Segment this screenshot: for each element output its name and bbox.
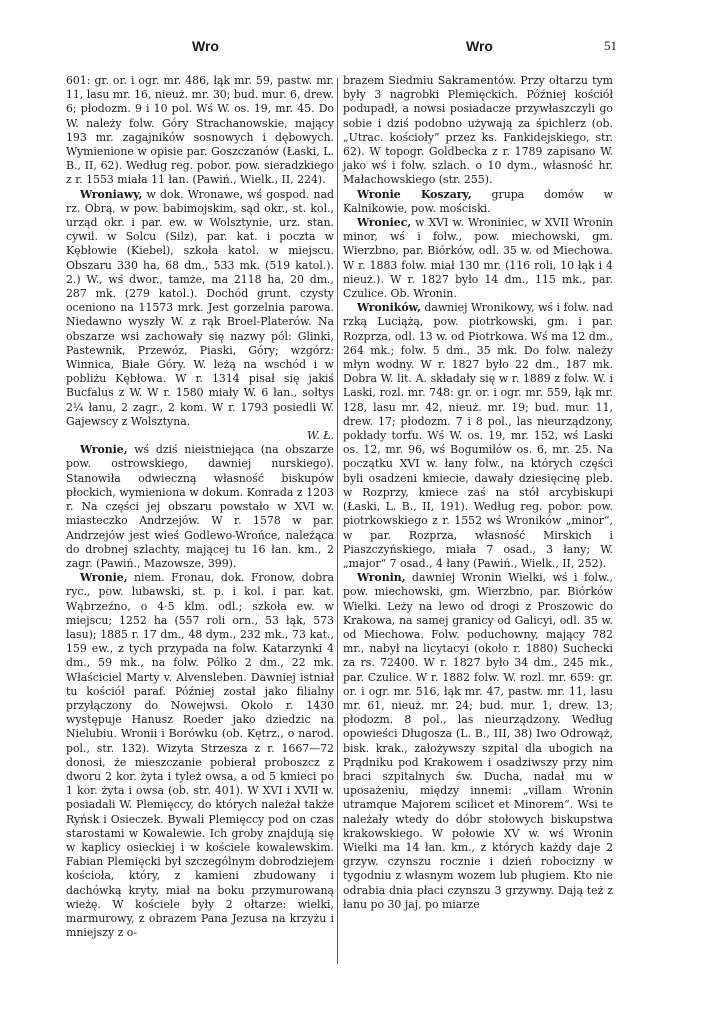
entry-paragraph	[343, 216, 613, 301]
entry-text: dawniej Wronikowy, wś i folw. nad rzką Luciążą, pow. piotrkowski, gm. i par. Rozprza, odl. 13 w. od Piotrkowa. Wś ma 12 dm., 264 mk.; folw. 5 dm., 35 mk. Do folw. należy młyn wodny. W r. 1827 było 22 dm., 187 mk. Dobra W. lit. A. składały się w r. 1889 z folw. W. i Laski, rozl. mr. 748: gr. or. i ogr. mr. 559, łąk mr. 128, lasu mr. 42, nieuż. mr. 19; bud. mur. 11, drew. 17; płodozm. 7 i 8 pol., las nieurządzony, pokłady torfu. Wś W. os. 19, mr. 152, wś Laski os. 12, mr. 96, wś Bogumiłów os. 6, mr. 25. Na początku XVI w. łany folw., na których części byli osadzeni kmiecie, dawały dziesięcinę pleb. w Rozprzy, kmiece zaś na stół arcybiskupi (Łaski, L. B., II, 191). Według reg. pobor. pow. piotrkowskiego z r. 1552 wś Wroników „minor“, w par. Rozprza, własność Mirskich i Piaszczyńskiego, miała 7 osad., 3 łany; W. „major“ 7 osad., 4 łany (Pawiń., Wielk., II, 252).	[343, 301, 613, 570]
entry-paragraph	[66, 74, 334, 188]
column-divider	[337, 78, 338, 964]
entry-paragraph	[66, 571, 334, 940]
entry-text: brazem Siedmiu Sakramentów. Przy ołtarzu tym były 3 nagrobki Plemięckich. Później kościół podupadł, a nowsi posiadacze przywłaszczyli go sobie i dziś podobno używają za śpichlerz (ob. „Utrac. kościoły“ przez ks. Fankidejskiego, str. 62). W topogr. Goldbecka z r. 1789 zapisano W. jako wś i folw. szlach. o 10 dym., własność hr. Małachowskiego (str. 255).	[343, 74, 613, 187]
entry-text: niem. Fronau, dok. Fronow, dobra ryc., pow. lubawski, st. p. i kol. i par. kat. Wąbrzeźno, o 4·5 klm. odl.; szkoła ew. w miejscu; 1252 ha (557 roli orn., 53 łąk, 573 lasu); 1885 r. 17 dm., 48 dym., 232 mk., 73 kat., 159 ew., z tych przypada na folw. Katarzynki 4 dm., 59 mk., na folw. Pólko 2 dm., 22 mk. Właściciel Marty v. Alvensleben. Dawniej istniał tu kościół paraf. Później został jako filialny przyłączony do Nowejwsi. Około r. 1430 występuje Hanusz Roeder jako dziedzic na Nielubiu. Wronii i Borówku (ob. Kętrz., o narod. pol., str. 132). Wizyta Strzesza z r. 1667—72 donosi, że mieszczanie pobierał proboszcz z dworu 2 kor. żyta i tyleż owsa, a od 5 kmieci po 1 kor. żyta i owsa (ob. str. 401). W XVI i XVII w. posiadali W. Plemięccy, do których należał także Ryńsk i Osieczek. Bywali Plemięccy pod on czas starostami w Kowalewie. Ich groby znajdują się w kaplicy osieckiej i w kościele kowalewskim. Fabian Plemięcki był szczególnym dobrodziejem kościoła, który, z kamieni zbudowany i dachówką kryty, miał na boku przymurowaną wieżę. W kościele były 2 ołtarze: wielki, marmurowy, z obrazem Pana Jezusa na krzyżu i mniejszy z o-	[66, 571, 334, 940]
entry-paragraph	[66, 443, 334, 571]
entry-paragraph	[343, 301, 613, 571]
entry-text: 601: gr. or. i ogr. mr. 486, łąk mr. 59, pastw. mr. 11, lasu mr. 16, nieuż. mr. 30; bud. mur. 6, drew. 6; płodozm. 9 i 10 pol. Wś W. os. 19, mr. 45. Do W. należy folw. Góry Strachanowskie, mający 193 mr. zagajników sosnowych i dębowych. Wymienione w opisie par. Goszczanów (Łaski, L. B., II, 62). Według reg. pobor. pow. sieradzkiego z r. 1553 miała 11 łan. (Pawiń., Wielk., II, 224).	[66, 74, 334, 187]
running-header	[0, 38, 720, 60]
entry-text: w dok. Wronawe, wś gospod. nad rz. Obrą, w pow. babimojskim, sąd okr., st. kol., urząd okr. i par. ew. w Wolsztynie, urz. stan. cywil. w Solcu (Silz), par. kat. i poczta w Kębłowie (Kiebel), szkoła katol. w miejscu. Obszaru 330 ha, 68 dm., 533 mk. (519 katol.). 2.) W., wś dwor., tamże, ma 2118 ha, 20 dm., 287 mk. (279 katol.). Dochód grunt. czysty oceniono na 11573 mrk. Jest gorzelnia parowa. Niedawno wyszły W. z rąk Broel-Platerów. Na obszarze wsi zachowały się nazwy pól: Glinki, Pastewnik, Przewóz, Piaski, Góry; wzgórz: Winnica, Białe Góry. W. leżą na wschód i w pobliżu Kębłowa. W r. 1314 pisał się jakiś Bucfalus z W. W r. 1580 miały W. 6 łan., sołtys 2¼ łanu, 2 zagr., 2 kom. W r. 1793 posiedli W. Gajewscy z Wolsztyna.	[66, 187, 334, 428]
entry-headword: Wroniec,	[357, 216, 412, 230]
page-number: 51	[604, 38, 617, 53]
entry-headword: Wronie Koszary,	[357, 187, 472, 201]
entry-text: dawniej Wronin Wielki, wś i folw., pow. miechowski, gm. Wierzbno, par. Biórków Wielki. Leży na lewo od drogi z Proszowic do Krakowa, na samej granicy od Galicyi, odl. 35 w. od Miechowa. Folw. poduchowny, mający 782 mr., nabył na licytacyi (około r. 1880) Suchecki za rs. 72400. W r. 1827 było 34 dm., 245 mk., par. Czulice. W r. 1882 folw. W. rozl. mr. 659: gr. or. i ogr. mr. 516, łąk mr. 47, pastw. mr. 11, lasu mr. 61, nieuż. mr. 24; bud. mur. 1, drew. 13; płodozm. 8 pol., las nieurządzony. Według opowieści Długosza (L. B., III, 38) Iwo Odrowąż, bisk. krak., założywszy szpital dla ubogich na Prądniku pod Krakowem i osadziwszy przy nim braci szpitalnych św. Ducha, nadał mu w uposażeniu, między innemi: „villam Wronin utramque Majorem scilicet et Minorem“. Wsi te należały wtedy do dóbr stołowych biskupstwa krakowskiego. W połowie XV w. wś Wronin Wielki ma 14 łan. km., z których każdy daje 2 grzyw. czynszu rocznie i dzień robocizny w tygodniu z własnym wozem lub pługiem. Kto nie odrabia dnia płaci czynszu 3 grzywny. Dają też z łanu po 30 jaj, po miarze	[343, 571, 613, 911]
right-column	[343, 74, 613, 912]
entry-paragraph	[343, 74, 613, 188]
left-running-head: Wro	[192, 38, 219, 54]
entry-headword: Wroników,	[357, 301, 421, 315]
entry-headword: Wronie,	[80, 443, 128, 457]
author-signature: W. Ł.	[307, 429, 334, 443]
left-column	[66, 74, 334, 940]
entry-paragraph	[66, 188, 334, 444]
entry-headword: Wroniawy,	[80, 187, 143, 201]
entry-text: grupa domów w Kalnikowie, pow. mościski.	[343, 187, 613, 215]
right-running-head: Wro	[466, 38, 493, 54]
entry-paragraph	[343, 188, 613, 216]
entry-headword: Wronin,	[357, 571, 406, 585]
entry-paragraph	[343, 571, 613, 912]
entry-headword: Wronie,	[80, 571, 128, 585]
entry-text: w XVI w. Wroniniec, w XVII Wronin minor, wś i folw., pow. miechowski, gm. Wierzbno, par. Biórków, odl. 35 w. od Miechowa. W r. 1883 folw. miał 130 mr. (116 roli, 10 łąk i 4 nieuż.). W r. 1827 było 14 dm., 115 mk., par. Czulice. Ob. Wronin.	[343, 216, 613, 301]
entry-text: wś dziś nieistniejąca (na obszarze pow. ostrowskiego, dawniej nurskiego). Stanowiła odwieczną własność biskupów płockich, wymieniona w dokum. Konrada z 1203 r. Na części jej obszaru powstało w XVI w. miasteczko Andrzejów. W r. 1578 w par. Andrzejów jest wieś Godlewo-Wrońce, należąca do drobnej szlachty, mającej tu 16 łan. km., 2 zagr. (Pawiń., Mazowsze, 399).	[66, 443, 334, 570]
